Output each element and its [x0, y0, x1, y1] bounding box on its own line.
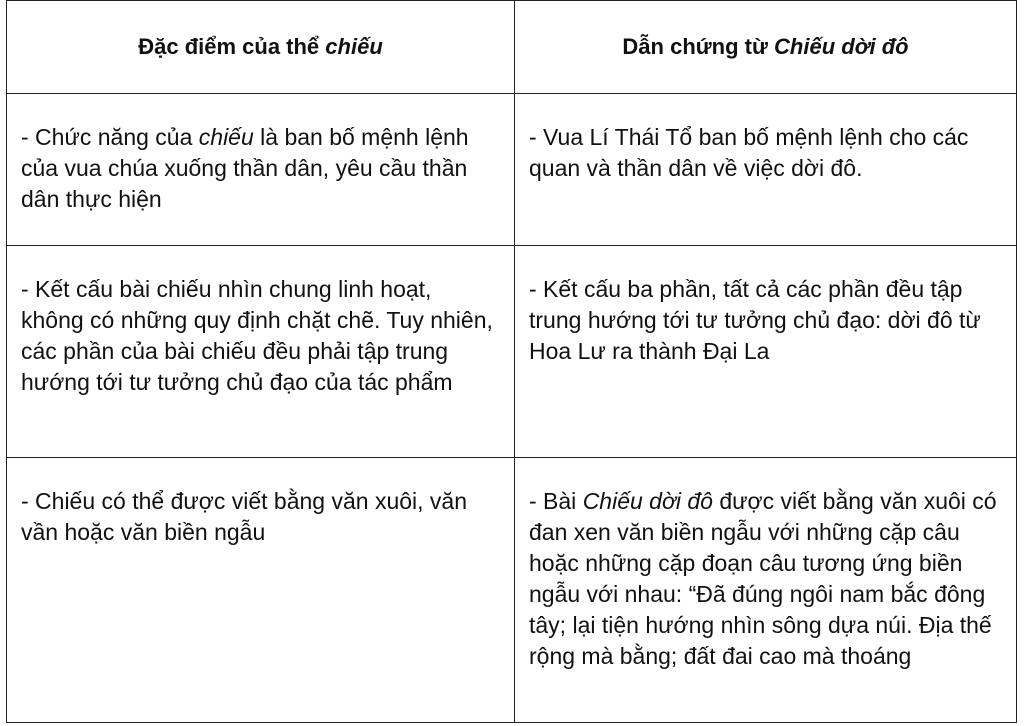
header-cell-evidence — [515, 1, 1017, 94]
comparison-table — [6, 0, 1017, 723]
characteristic-cell — [7, 458, 515, 723]
header-text: Đặc điểm của thể — [138, 34, 326, 60]
cell-text: - Kết cấu ba phần, tất cả các phần đều tập trung hướng tới tư tưởng chủ đạo: dời đô từ Hoa Lư ra thành Đại La — [529, 276, 981, 365]
comparison-table-container — [6, 0, 1016, 723]
evidence-cell — [515, 458, 1017, 723]
table-row — [7, 458, 1017, 723]
cell-text: là ban bố mệnh lệnh của vua chúa xuống thần dân, yêu cầu thần dân thực hiện — [21, 124, 469, 213]
header-row — [7, 1, 1017, 94]
cell-text: - Vua Lí Thái Tổ ban bố mệnh lệnh cho các quan và thần dân về việc dời đô. — [529, 124, 969, 182]
characteristic-cell — [7, 246, 515, 458]
table-row — [7, 246, 1017, 458]
evidence-cell — [515, 246, 1017, 458]
header-italic-text: chiếu — [325, 34, 383, 60]
cell-text: - Chức năng của — [21, 124, 199, 151]
cell-text: - Chiếu có thể được viết bằng văn xuôi, văn vần hoặc văn biền ngẫu — [21, 488, 468, 546]
cell-italic-text: Chiếu dời đô — [582, 488, 713, 515]
table-row — [7, 94, 1017, 246]
header-text: Dẫn chứng từ — [622, 34, 775, 60]
cell-italic-text: chiếu — [198, 124, 254, 151]
cell-text: được viết bằng văn xuôi có đan xen văn biền ngẫu với những cặp câu hoặc những cặp đoạn câu tương ứng biền ngẫu với nhau: “Đã đúng ngôi nam bắc đông tây; lại tiện hướng nhìn sông dựa núi. Địa thế rộng mà bằng; đất đai cao mà thoáng — [529, 488, 997, 670]
evidence-cell — [515, 94, 1017, 246]
header-cell-characteristics — [7, 1, 515, 94]
cell-text: - Bài — [529, 488, 583, 515]
characteristic-cell — [7, 94, 515, 246]
cell-text: - Kết cấu bài chiếu nhìn chung linh hoạt, không có những quy định chặt chẽ. Tuy nhiên, các phần của bài chiếu đều phải tập trung hướng tới tư tưởng chủ đạo của tác phẩm — [21, 276, 493, 396]
header-italic-text: Chiếu dời đô — [774, 34, 909, 60]
